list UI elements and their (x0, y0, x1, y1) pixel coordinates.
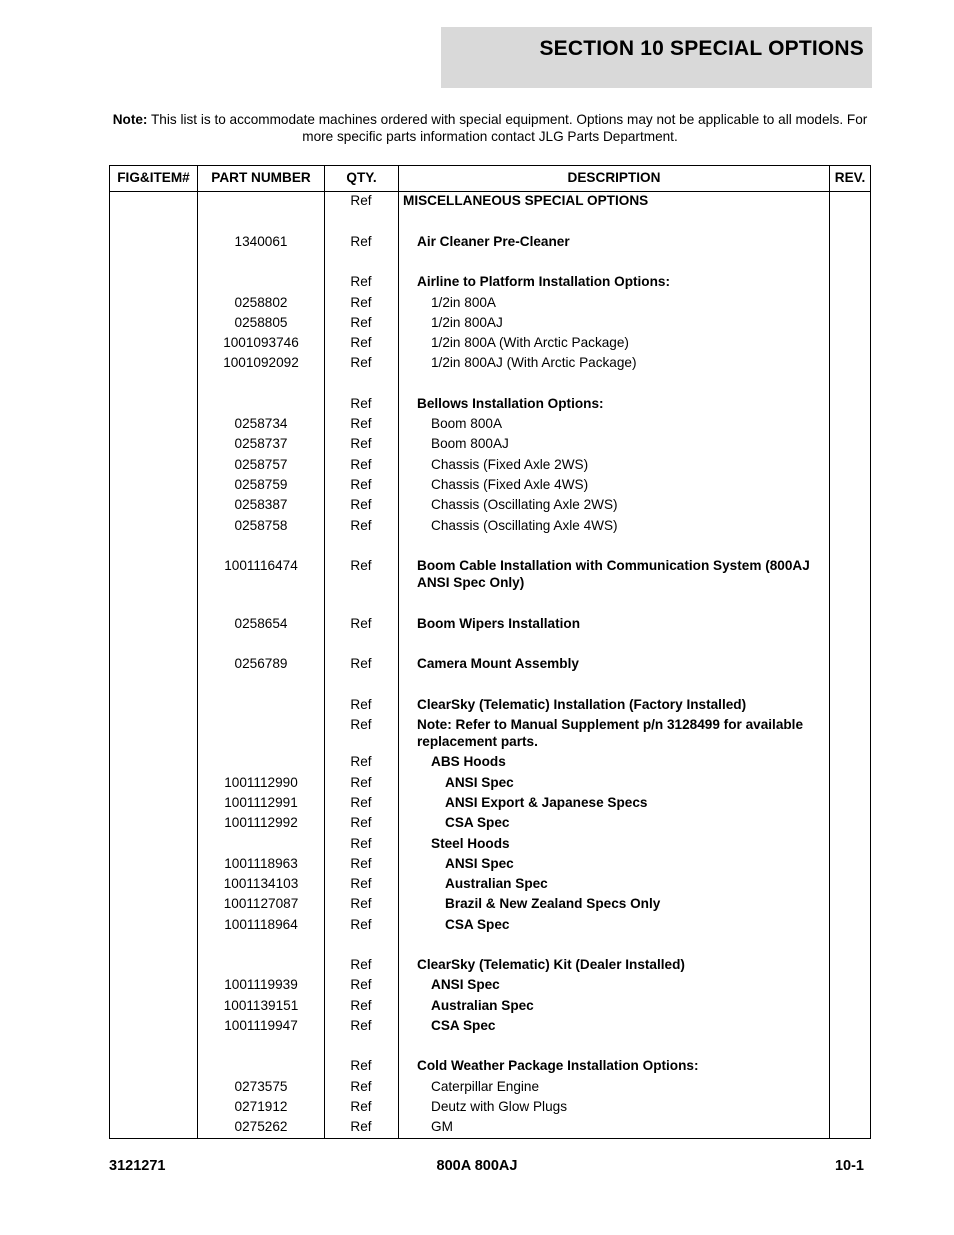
qty-cell: Ref (350, 193, 372, 208)
note-paragraph (110, 111, 870, 145)
part-number-cell: 0258805 (234, 315, 288, 330)
part-number-cell: 0258734 (234, 416, 288, 431)
description-cell: Steel Hoods (431, 836, 510, 851)
header-part-number: PART NUMBER (211, 170, 311, 185)
part-number-cell: 1001112992 (224, 815, 298, 830)
description-cell: Boom Cable Installation with Communication System (800AJ ANSI Spec Only) (417, 558, 810, 590)
part-number-cell: 1001119939 (224, 977, 298, 992)
description-cell: ANSI Spec (431, 977, 500, 992)
qty-cell: Ref (350, 795, 372, 810)
qty-cell: Ref (350, 998, 372, 1013)
part-number-cell: 1001139151 (223, 998, 299, 1013)
qty-cell: Ref (350, 518, 372, 533)
part-number-cell: 1001112990 (224, 775, 298, 790)
section-header-box (441, 27, 872, 88)
description-cell: Deutz with Glow Plugs (431, 1099, 567, 1114)
description-cell: Camera Mount Assembly (417, 656, 579, 671)
description-cell: 1/2in 800AJ (431, 315, 503, 330)
qty-cell: Ref (350, 457, 372, 472)
qty-cell: Ref (350, 1099, 372, 1114)
description-cell: Note: Refer to Manual Supplement p/n 3128499 for available replacement parts. (417, 717, 804, 749)
part-number-cell: 0258757 (234, 457, 288, 472)
part-number-cell: 0258737 (234, 436, 288, 451)
qty-cell: Ref (350, 616, 372, 631)
part-number-cell: 0258802 (234, 295, 288, 310)
parts-table (109, 165, 871, 1139)
part-number-cell: 1001127087 (223, 896, 299, 911)
description-cell: Airline to Platform Installation Options: (417, 274, 671, 289)
column-divider (398, 166, 399, 1138)
description-cell: ANSI Export & Japanese Specs (445, 795, 648, 810)
qty-cell: Ref (350, 295, 372, 310)
qty-cell: Ref (350, 917, 372, 932)
note-label: Note: (112, 112, 148, 127)
qty-cell: Ref (350, 697, 372, 712)
header-qty: QTY. (346, 170, 377, 185)
part-number-cell: 0258758 (234, 518, 288, 533)
description-cell: ANSI Spec (445, 775, 514, 790)
section-title: SECTION 10 SPECIAL OPTIONS (539, 37, 864, 60)
qty-cell: Ref (350, 497, 372, 512)
qty-cell: Ref (350, 717, 372, 732)
qty-cell: Ref (350, 477, 372, 492)
description-cell: Bellows Installation Options: (417, 396, 604, 411)
footer-doc-number: 3121271 (109, 1158, 166, 1174)
part-number-cell: 0256789 (234, 656, 288, 671)
part-number-cell: 1001118964 (224, 917, 298, 932)
part-number-cell: 0275262 (234, 1119, 288, 1134)
description-cell: CSA Spec (431, 1018, 496, 1033)
description-cell: CSA Spec (445, 815, 510, 830)
part-number-cell: 1001134103 (223, 876, 299, 891)
description-cell: Chassis (Oscillating Axle 2WS) (431, 497, 618, 512)
qty-cell: Ref (350, 856, 372, 871)
qty-cell: Ref (350, 957, 372, 972)
qty-cell: Ref (350, 896, 372, 911)
part-number-cell: 1001092092 (223, 355, 299, 370)
description-cell: CSA Spec (445, 917, 510, 932)
description-cell: ClearSky (Telematic) Installation (Factory Installed) (417, 697, 747, 712)
part-number-cell: 0273575 (234, 1079, 288, 1094)
description-cell: ABS Hoods (431, 754, 506, 769)
qty-cell: Ref (350, 335, 372, 350)
qty-cell: Ref (350, 1119, 372, 1134)
qty-cell: Ref (350, 234, 372, 249)
qty-cell: Ref (350, 274, 372, 289)
description-cell: Boom 800AJ (431, 436, 509, 451)
description-cell: Boom 800A (431, 416, 503, 431)
qty-cell: Ref (350, 1018, 372, 1033)
qty-cell: Ref (350, 754, 372, 769)
part-number-cell: 1001116474 (224, 558, 298, 573)
qty-cell: Ref (350, 836, 372, 851)
header-rev: REV. (834, 170, 866, 185)
description-cell: Boom Wipers Installation (417, 616, 581, 631)
part-number-cell: 1001118963 (224, 856, 298, 871)
qty-cell: Ref (350, 416, 372, 431)
description-cell: Chassis (Oscillating Axle 4WS) (431, 518, 618, 533)
part-number-cell: 0258759 (234, 477, 288, 492)
description-cell: Chassis (Fixed Axle 2WS) (431, 457, 589, 472)
description-cell: 1/2in 800A (With Arctic Package) (431, 335, 629, 350)
qty-cell: Ref (350, 775, 372, 790)
description-cell: Chassis (Fixed Axle 4WS) (431, 477, 589, 492)
qty-cell: Ref (350, 558, 372, 573)
description-cell: Caterpillar Engine (431, 1079, 540, 1094)
qty-cell: Ref (350, 1079, 372, 1094)
qty-cell: Ref (350, 1058, 372, 1073)
description-cell: Brazil & New Zealand Specs Only (445, 896, 661, 911)
qty-cell: Ref (350, 396, 372, 411)
part-number-cell: 1001112991 (224, 795, 298, 810)
description-cell: ClearSky (Telematic) Kit (Dealer Installed) (417, 957, 685, 972)
qty-cell: Ref (350, 315, 372, 330)
description-cell: 1/2in 800AJ (With Arctic Package) (431, 355, 637, 370)
qty-cell: Ref (350, 656, 372, 671)
part-number-cell: 1340061 (234, 234, 288, 249)
description-cell: Air Cleaner Pre-Cleaner (417, 234, 570, 249)
qty-cell: Ref (350, 815, 372, 830)
note-text: This list is to accommodate machines ordered with special equipment. Options may not be applicable to all models. For more specific parts information contact JLG Parts Department. (147, 112, 868, 144)
part-number-cell: 1001119947 (224, 1018, 298, 1033)
description-cell: GM (431, 1119, 453, 1134)
description-cell: Australian Spec (445, 876, 548, 891)
qty-cell: Ref (350, 355, 372, 370)
qty-cell: Ref (350, 977, 372, 992)
part-number-cell: 0271912 (234, 1099, 288, 1114)
qty-cell: Ref (350, 436, 372, 451)
footer-models: 800A 800AJ (436, 1158, 518, 1174)
part-number-cell: 0258654 (234, 616, 288, 631)
description-cell: Australian Spec (431, 998, 534, 1013)
qty-cell: Ref (350, 876, 372, 891)
header-fig-item: FIG&ITEM# (117, 170, 190, 185)
description-cell: MISCELLANEOUS SPECIAL OPTIONS (403, 193, 649, 208)
part-number-cell: 0258387 (234, 497, 288, 512)
part-number-cell: 1001093746 (223, 335, 299, 350)
description-cell: Cold Weather Package Installation Options: (417, 1058, 699, 1073)
description-cell: 1/2in 800A (431, 295, 497, 310)
header-description: DESCRIPTION (567, 170, 661, 185)
footer-page-number: 10-1 (834, 1158, 864, 1174)
description-cell: ANSI Spec (445, 856, 514, 871)
